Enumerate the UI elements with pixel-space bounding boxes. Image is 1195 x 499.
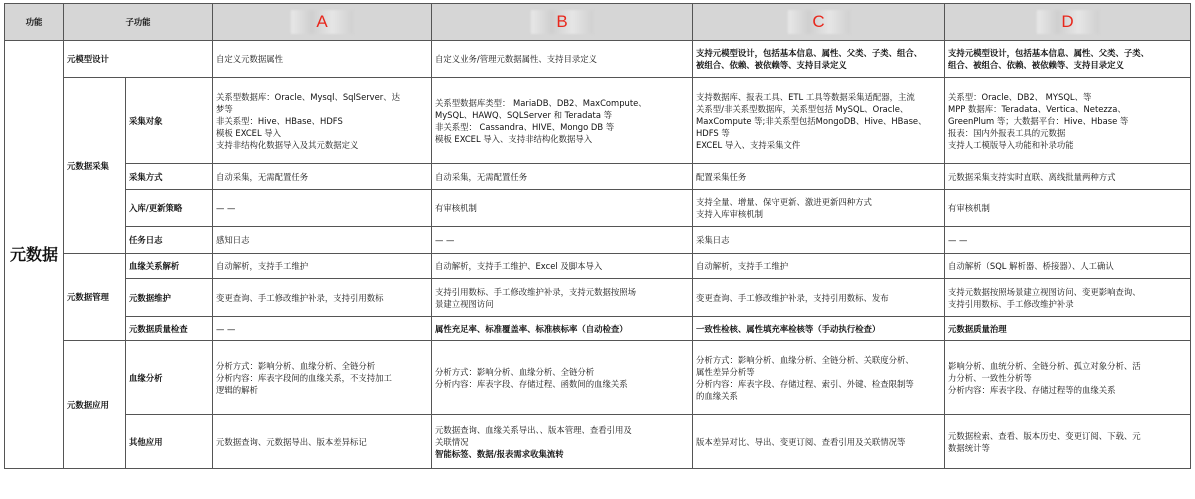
- section-label: 元数据采集: [64, 78, 126, 254]
- cell: [693, 254, 945, 279]
- sub-label: 血缘分析: [126, 341, 213, 415]
- sub-label: 元数据质量检查: [126, 317, 213, 341]
- cell-line: 梦等: [216, 103, 233, 114]
- vendor-letter: C: [812, 12, 825, 31]
- cell-line: 非关系型：Hive、HBase、HDFS: [216, 115, 343, 126]
- sub-label: 任务日志: [126, 227, 213, 254]
- cell-line: GreenPlum 等；大数据平台：Hive、Hbase 等: [948, 115, 1129, 126]
- cell-line: 支持元模型设计，包括基本信息、属性、父类、子类、: [948, 48, 1149, 58]
- cell: [945, 164, 1191, 190]
- cell-line: 模板 EXCEL 导入: [216, 127, 282, 138]
- cell: [945, 341, 1191, 415]
- cell-line: 元数据查询、元数据导出、版本差异标记: [216, 436, 367, 447]
- cell-line: 数据统计等: [948, 442, 990, 453]
- cell: [213, 190, 432, 227]
- cell: [213, 41, 432, 78]
- cell-line: MySQL、HAWQ、SQLServer 和 Teradata 等: [435, 109, 613, 120]
- sub-label: 采集对象: [126, 78, 213, 164]
- section-label: 元数据应用: [64, 341, 126, 469]
- cell-line: 版本差异对比、导出、变更订阅、查看引用及关联情况等: [696, 436, 906, 447]
- cell-line: 元数据查询、血缘关系导出、、版本管理、查看引用及: [435, 424, 632, 435]
- cell: [213, 415, 432, 469]
- cell-line: 力分析、一致性分析等: [948, 372, 1032, 383]
- cell-line: 元数据检索、查看、版本历史、变更订阅、下载、元: [948, 430, 1141, 441]
- table-row: [5, 41, 1191, 78]
- cell: [945, 317, 1191, 341]
- cell: [213, 78, 432, 164]
- vendor-letter: D: [1061, 12, 1074, 31]
- cell: [213, 279, 432, 317]
- sub-label: 血缘关系解析: [126, 254, 213, 279]
- cell: [432, 78, 693, 164]
- cell-line: 关联情况: [435, 436, 469, 447]
- cell: [693, 279, 945, 317]
- cell-line: 有审核机制: [435, 203, 477, 213]
- cell-line: 报表：国内外报表工具的元数据: [948, 127, 1066, 138]
- table-row: [5, 254, 1191, 279]
- section-label: 元模型设计: [64, 41, 213, 78]
- cell: [693, 341, 945, 415]
- cell: [213, 254, 432, 279]
- cell-line: MaxCompute 等;非关系型包括MongoDB、Hive、HBase、: [696, 115, 927, 126]
- cell: [693, 415, 945, 469]
- cell: [945, 190, 1191, 227]
- cell-line: 非关系型： Cassandra、HIVE、Mongo DB 等: [435, 121, 615, 132]
- header-vendor-b: [432, 4, 693, 41]
- cell-line: 自定义元数据属性: [216, 54, 283, 64]
- cell-line: 支持人工模版导入功能和补录功能: [948, 139, 1074, 150]
- cell-line: 组合、被组合、依赖、被依赖等、支持目录定义: [948, 60, 1124, 70]
- cell-line: 自动解析（SQL 解析器、桥接器）、人工确认: [948, 261, 1114, 271]
- cell-line: 关系型数据库：Oracle、Mysql、SqlServer、达: [216, 91, 400, 102]
- table-row: [5, 415, 1191, 469]
- cell-line: EXCEL 导入、支持采集文件: [696, 139, 801, 150]
- cell-line: — —: [216, 203, 236, 213]
- cell-line: 支持元数据按照场景建立视图访问、变更影响查询、: [948, 286, 1141, 297]
- cell-line: 关系型数据库类型： MariaDB、DB2、MaxCompute、: [435, 97, 647, 108]
- cell-line: 元数据采集支持实时直联、离线批量两种方式: [948, 171, 1116, 182]
- cell-line: 景建立视图访问: [435, 298, 494, 309]
- cell-line: 自定义业务/管理元数据属性、支持目录定义: [435, 54, 597, 64]
- header-function: 功能: [5, 4, 64, 41]
- cell-line: 支持数据库、报表工具、ETL 工具等数据采集适配器，主流: [696, 91, 915, 102]
- cell-line: 分析方式：影响分析、血缘分析、全链分析: [216, 360, 376, 371]
- cell-line: 变更查询、手工修改维护补录，支持引用数标: [216, 292, 384, 303]
- vendor-letter: A: [316, 12, 328, 31]
- cell-line: 影响分析、血统分析、全链分析、孤立对象分析、活: [948, 360, 1141, 371]
- cell: [432, 254, 693, 279]
- cell-line: 支持入库审核机制: [696, 209, 763, 219]
- header-vendor-d: [945, 4, 1191, 41]
- sub-label: 入库/更新策略: [126, 190, 213, 227]
- cell: [693, 227, 945, 254]
- cell-line: 分析方式：影响分析、血缘分析、全链分析、关联度分析、: [696, 354, 914, 365]
- cell-line: 被组合、依赖、被依赖等、支持目录定义: [696, 60, 847, 70]
- cell-line: 分析内容：库表字段间的血缘关系，不支持加工: [216, 372, 392, 383]
- cell-line: MPP 数据库：Teradata、Vertica、Netezza、: [948, 103, 1126, 114]
- cell: [432, 164, 693, 190]
- cell-line: 自动采集，无需配置任务: [216, 171, 309, 182]
- cell: [432, 190, 693, 227]
- cell-line: 采集日志: [696, 235, 730, 245]
- header-vendor-a: [213, 4, 432, 41]
- cell-line: 自动解析，支持手工维护、Excel 及脚本导入: [435, 261, 603, 271]
- cell: [945, 41, 1191, 78]
- cell: [213, 341, 432, 415]
- cell-line: 有审核机制: [948, 203, 990, 213]
- cell: [945, 254, 1191, 279]
- cell-line: 关系型：Oracle、DB2、 MYSQL、等: [948, 91, 1092, 102]
- cell-line: 分析方式：影响分析、血缘分析、全链分析: [435, 366, 595, 377]
- cell: [945, 279, 1191, 317]
- metadata-comparison-table: [4, 3, 1191, 469]
- cell-line: 变更查询、手工修改维护补录，支持引用数标、发布: [696, 292, 889, 303]
- table-row: [5, 279, 1191, 317]
- cell: [693, 164, 945, 190]
- cell-line: 支持引用数标、手工修改维护补录: [948, 298, 1074, 309]
- cell-line: 自动采集，无需配置任务: [435, 171, 528, 182]
- cell-line: 属性差异分析等: [696, 366, 755, 377]
- cell: [432, 279, 693, 317]
- cell-line: 属性充足率、标准覆盖率、标准核标率（自动检查）: [435, 323, 628, 334]
- header-vendor-c: [693, 4, 945, 41]
- cell-line: 分析内容：库表字段、存储过程等的血缘关系: [948, 384, 1116, 395]
- vendor-letter: B: [556, 12, 568, 31]
- cell-line: 关系型/非关系型数据库，关系型包括 MySQL、Oracle、: [696, 103, 909, 114]
- table-row: [5, 164, 1191, 190]
- sub-label: 元数据维护: [126, 279, 213, 317]
- cell-line: 自动解析，支持手工维护: [216, 261, 309, 271]
- cell-line: 智能标签、数据/报表需求收集流转: [435, 448, 564, 459]
- cell-line: — —: [435, 235, 455, 245]
- section-label: 元数据管理: [64, 254, 126, 341]
- cell-line: 感知日志: [216, 235, 250, 245]
- table-row: [5, 190, 1191, 227]
- cell-line: 模板 EXCEL 导入、支持非结构化数据导入: [435, 133, 593, 144]
- header-subfunction: 子功能: [64, 4, 213, 41]
- cell-line: 支持全量、增量、保守更新、激进更新四种方式: [696, 197, 872, 207]
- cell: [432, 317, 693, 341]
- table-row: [5, 341, 1191, 415]
- cell-line: 自动解析，支持手工维护: [696, 261, 789, 271]
- sub-label: 其他应用: [126, 415, 213, 469]
- header-row: [5, 4, 1191, 41]
- table-row: [5, 78, 1191, 164]
- cell: [213, 164, 432, 190]
- cell-line: 支持元模型设计，包括基本信息、属性、父类、子类、组合、: [696, 48, 923, 58]
- cell-line: — —: [216, 323, 236, 334]
- main-label: 元数据: [5, 41, 64, 469]
- cell: [945, 227, 1191, 254]
- cell: [693, 317, 945, 341]
- cell: [945, 415, 1191, 469]
- table-row: [5, 227, 1191, 254]
- cell-line: — —: [948, 235, 968, 245]
- sub-label: 采集方式: [126, 164, 213, 190]
- cell-line: 分析内容：库表字段、存储过程、函数间的血缘关系: [435, 378, 628, 389]
- cell-line: 的血缘关系: [696, 390, 738, 401]
- cell: [693, 41, 945, 78]
- cell-line: 逻辑的解析: [216, 384, 258, 395]
- cell: [945, 78, 1191, 164]
- cell: [693, 190, 945, 227]
- cell-line: HDFS 等: [696, 127, 730, 138]
- cell-line: 分析内容：库表字段、存储过程、索引、外键、检查限制等: [696, 378, 914, 389]
- cell-line: 支持引用数标、手工修改维护补录，支持元数据按照场: [435, 286, 636, 297]
- cell: [213, 317, 432, 341]
- cell-line: 支持非结构化数据导入及其元数据定义: [216, 139, 359, 150]
- cell: [213, 227, 432, 254]
- cell: [432, 415, 693, 469]
- cell-line: 一致性检核、属性填充率检核等（手动执行检查）: [696, 323, 881, 334]
- cell-line: 配置采集任务: [696, 171, 747, 182]
- table-row: [5, 317, 1191, 341]
- cell-line: 元数据质量治理: [948, 323, 1007, 334]
- cell: [432, 41, 693, 78]
- cell: [432, 341, 693, 415]
- cell: [432, 227, 693, 254]
- cell: [693, 78, 945, 164]
